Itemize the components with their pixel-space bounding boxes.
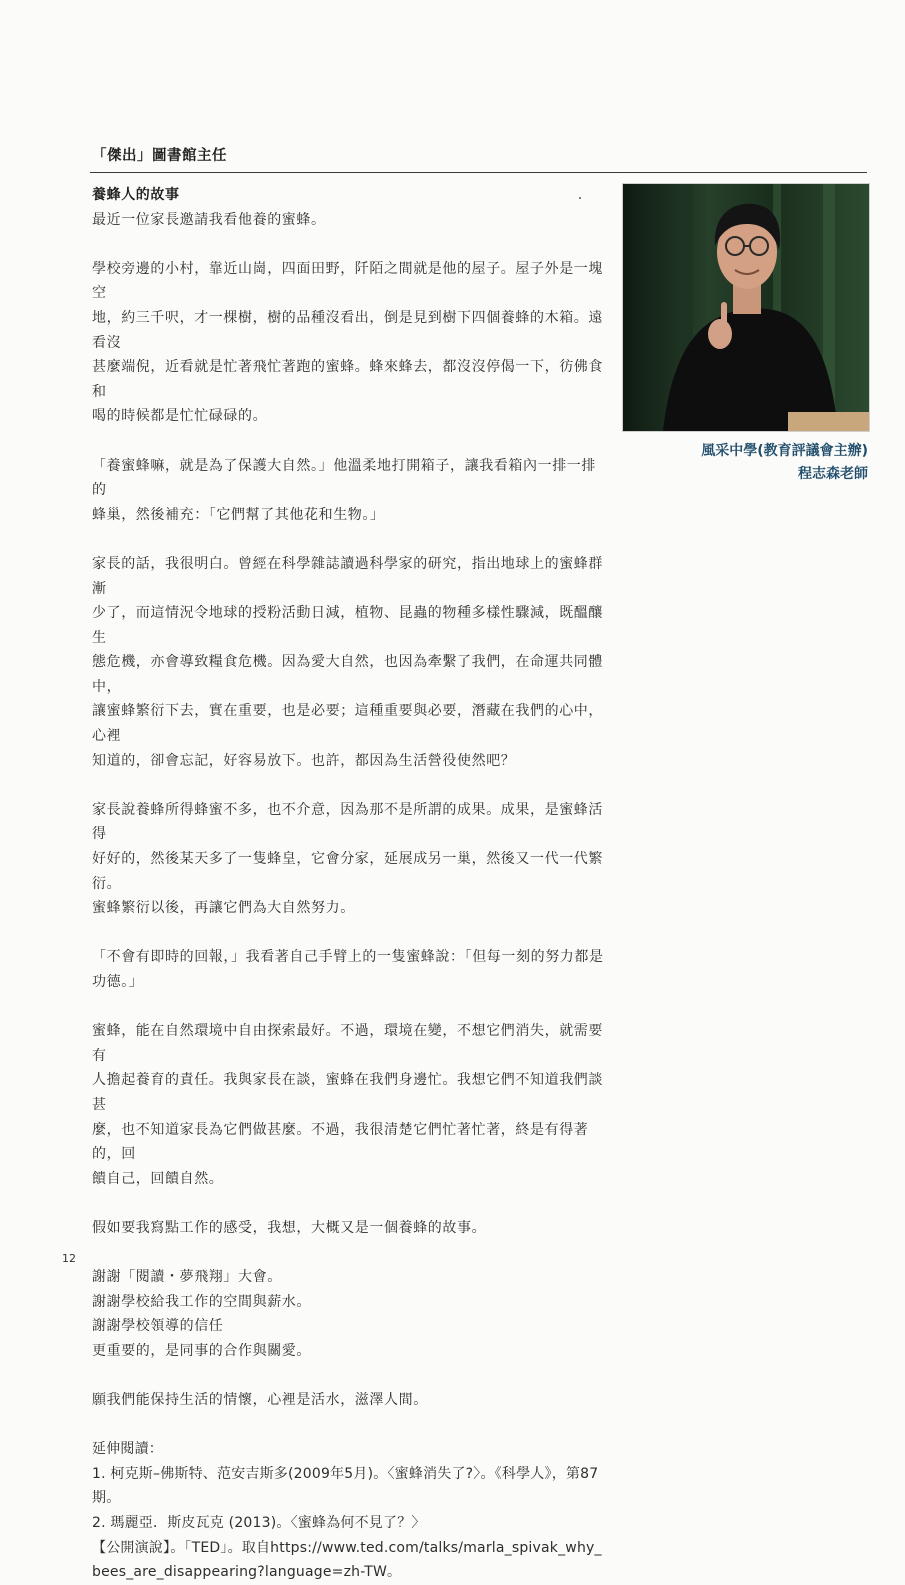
- article-paragraphs: [92, 208, 608, 1413]
- paragraph-line: 蜂巢，然後補充：「它們幫了其他花和生物。」: [92, 506, 385, 523]
- references: [92, 1437, 608, 1585]
- reference-line: bees_are_disappearing?language=zh-TW。: [92, 1564, 402, 1581]
- profile-caption: [622, 440, 868, 486]
- paragraph: [92, 798, 608, 921]
- header-rule: [90, 172, 867, 173]
- paragraph-gap: [92, 429, 608, 454]
- article-title: 養蜂人的故事: [92, 187, 180, 203]
- paragraph-gap: [92, 1241, 608, 1266]
- paragraph-line: 謝謝學校給我工作的空間與薪水。: [92, 1293, 311, 1310]
- paragraph-line: 最近一位家長邀請我看他養的蜜蜂。: [92, 211, 326, 228]
- paragraph-line: 人擔起養育的責任。我與家長在談，蜜蜂在我們身邊忙。我想它們不知道我們談甚: [92, 1072, 603, 1113]
- paragraph-line: 知道的，卻會忘記，好容易放下。也許，都因為生活營役使然吧？: [92, 752, 516, 769]
- paragraph-line: 功德。」: [92, 974, 144, 990]
- paragraph-line: 蜜蜂繁衍以後，再讓它們為大自然努力。: [92, 900, 355, 917]
- paragraph-line: 少了，而這情況令地球的授粉活動日減，植物、昆蟲的物種多樣性驟減，既醞釀生: [92, 605, 603, 646]
- scan-speck: [579, 197, 581, 199]
- paragraph-line: 蜜蜂，能在自然環境中自由探索最好。不過，環境在變，不想它們消失，就需要有: [92, 1023, 603, 1064]
- paragraph-line: 願我們能保持生活的情懷，心裡是活水，滋澤人間。: [92, 1392, 428, 1409]
- paragraph-line: 「不會有即時的回報，」我看著自己手臂上的一隻蜜蜂說：「但每一刻的努力都是: [92, 949, 604, 966]
- paragraph-line: 學校旁邊的小村，靠近山崗，四面田野，阡陌之間就是他的屋子。屋子外是一塊空: [92, 260, 603, 302]
- reference-line: 【公開演說】。「TED」。取自https://www.ted.com/talks/marla_spivak_why_: [92, 1539, 602, 1556]
- paragraph: [92, 454, 608, 528]
- profile-school: 風采中學(教育評議會主辦): [701, 443, 868, 459]
- section-title: 「傑出」圖書館主任: [92, 148, 227, 164]
- reference-line: 1. 柯克斯–佛斯特、范安吉斯多(2009年5月)。〈蜜蜂消失了?〉。《科學人》，第87期。: [92, 1465, 599, 1507]
- paragraph-gap: [92, 773, 608, 798]
- paragraph-gap: [92, 527, 608, 552]
- paragraph: [92, 1388, 608, 1413]
- references-heading: 延伸閱讀：: [92, 1441, 163, 1458]
- paragraph-line: 饋自己，回饋自然。: [92, 1170, 224, 1187]
- paragraph-line: 喝的時候都是忙忙碌碌的。: [92, 408, 268, 425]
- paragraph-line: 家長的話，我很明白。曾經在科學雜誌讀過科學家的研究，指出地球上的蜜蜂群漸: [92, 555, 603, 597]
- teacher-photo: [622, 183, 870, 432]
- paragraph-line: 「養蜜蜂嘛，就是為了保護大自然。」他溫柔地打開箱子，讓我看箱內一排一排的: [92, 457, 596, 499]
- paragraph: [92, 552, 608, 773]
- article-body: [92, 183, 608, 1585]
- paragraph: [92, 208, 608, 233]
- paragraph-line: 好好的，然後某天多了一隻蜂皇，它會分家，延展成另一巢，然後又一代一代繁衍。: [92, 851, 603, 892]
- paragraph-line: 謝謝學校領導的信任: [92, 1318, 224, 1335]
- profile-name: 程志森老師: [798, 466, 868, 482]
- paragraph-line: 家長說養蜂所得蜂蜜不多，也不介意，因為那不是所謂的成果。成果，是蜜蜂活得: [92, 801, 603, 843]
- paragraph-line: 讓蜜蜂繁衍下去，實在重要，也是必要；這種重要與必要，潛藏在我們的心中，心裡: [92, 703, 603, 745]
- paragraph-gap: [92, 995, 608, 1020]
- page-number: 12: [62, 1252, 76, 1265]
- paragraph: [92, 945, 608, 994]
- paragraph-gap: [92, 921, 608, 946]
- paragraph-gap: [92, 1191, 608, 1216]
- paragraph-gap: [92, 232, 608, 257]
- paragraph: [92, 1216, 608, 1241]
- paragraph-line: 甚麼端倪，近看就是忙著飛忙著跑的蜜蜂。蜂來蜂去，都沒沒停偈一下，彷佛食和: [92, 359, 603, 400]
- paragraph-line: 謝謝「閱讀・夢飛翔」大會。: [92, 1269, 282, 1286]
- paragraph-gap: [92, 1364, 608, 1389]
- paragraph-line: 麼，也不知道家長為它們做甚麼。不過，我很清楚它們忙著忙著，終是有得著的，回: [92, 1121, 589, 1163]
- paragraph-line: 更重要的，是同事的合作與關愛。: [92, 1342, 311, 1359]
- paragraph-line: 地，約三千呎，才一棵樹，樹的品種沒看出，倒是見到樹下四個養蜂的木箱。遠看沒: [92, 309, 603, 351]
- reference-line: 2. 瑪麗亞．斯皮瓦克 (2013)。〈蜜蜂為何不見了？〉: [92, 1515, 426, 1532]
- paragraph-line: 態危機，亦會導致糧食危機。因為愛大自然，也因為牽繫了我們，在命運共同體中，: [92, 654, 603, 695]
- paragraph-line: 假如要我寫點工作的感受，我想，大概又是一個養蜂的故事。: [92, 1219, 487, 1236]
- paragraph: [92, 257, 608, 429]
- paragraph: [92, 1019, 608, 1191]
